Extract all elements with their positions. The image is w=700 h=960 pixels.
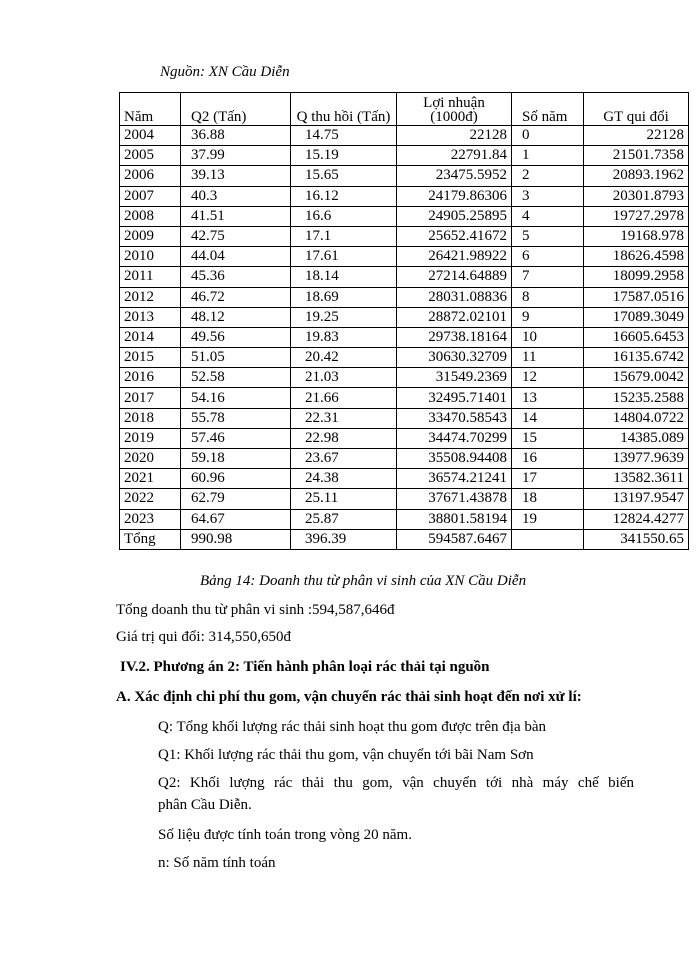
table-row: [120, 226, 689, 246]
cell-q2: 39.13: [181, 166, 291, 186]
cell-profit: 26421.98922: [397, 247, 512, 267]
cell-years-count: 4: [512, 206, 584, 226]
cell-profit: 31549.2369: [397, 368, 512, 388]
total-cell-q-recovered: 396.39: [291, 529, 397, 549]
definition-q1: Q1: Khối lượng rác thải thu gom, vận chuyển tới bãi Nam Sơn: [158, 747, 534, 763]
table-row: [120, 146, 689, 166]
cell-q-recovered: 21.66: [291, 388, 397, 408]
cell-profit: 25652.41672: [397, 226, 512, 246]
cell-years-count: 0: [512, 126, 584, 146]
cell-profit: 23475.5952: [397, 166, 512, 186]
cell-q-recovered: 21.03: [291, 368, 397, 388]
cell-q-recovered: 18.14: [291, 267, 397, 287]
cell-q2: 51.05: [181, 348, 291, 368]
cell-q2: 48.12: [181, 307, 291, 327]
calculation-period: Số liệu được tính toán trong vòng 20 năm.: [158, 827, 412, 843]
cell-q2: 60.96: [181, 469, 291, 489]
source-note: Nguồn: XN Cầu Diễn: [160, 64, 290, 80]
table-total-row: [120, 529, 689, 549]
cell-converted-value: 15679.0042: [584, 368, 689, 388]
definition-q: Q: Tổng khối lượng rác thải sinh hoạt thu gom được trên địa bàn: [158, 719, 547, 735]
cell-q-recovered: 15.65: [291, 166, 397, 186]
cell-converted-value: 12824.4277: [584, 509, 689, 529]
cell-converted-value: 19168.978: [584, 226, 689, 246]
cell-q-recovered: 20.42: [291, 348, 397, 368]
table-row: [120, 327, 689, 347]
cell-years-count: 5: [512, 226, 584, 246]
cell-years-count: 2: [512, 166, 584, 186]
cell-q2: 46.72: [181, 287, 291, 307]
cell-years-count: 17: [512, 469, 584, 489]
cell-converted-value: 17089.3049: [584, 307, 689, 327]
cell-q2: 62.79: [181, 489, 291, 509]
cell-profit: 29738.18164: [397, 327, 512, 347]
cell-year: 2008: [120, 206, 181, 226]
total-cell-converted-value: 341550.65: [584, 529, 689, 549]
cell-years-count: 15: [512, 428, 584, 448]
cell-profit: 36574.21241: [397, 469, 512, 489]
table-row: [120, 126, 689, 146]
cell-year: 2014: [120, 327, 181, 347]
cell-q-recovered: 23.67: [291, 449, 397, 469]
cell-q2: 59.18: [181, 449, 291, 469]
table-row: [120, 368, 689, 388]
table-row: [120, 489, 689, 509]
cell-converted-value: 14804.0722: [584, 408, 689, 428]
cell-converted-value: 16605.6453: [584, 327, 689, 347]
cell-years-count: 1: [512, 146, 584, 166]
cell-profit: 24179.86306: [397, 186, 512, 206]
cell-profit: 28872.02101: [397, 307, 512, 327]
table-row: [120, 388, 689, 408]
definition-n: n: Số năm tính toán: [158, 855, 276, 871]
cell-years-count: 14: [512, 408, 584, 428]
table-caption: Bảng 14: Doanh thu từ phân vi sinh của XN Cầu Diễn: [200, 573, 527, 589]
cell-q2: 37.99: [181, 146, 291, 166]
cell-year: 2009: [120, 226, 181, 246]
cell-q-recovered: 19.83: [291, 327, 397, 347]
cell-q2: 55.78: [181, 408, 291, 428]
definition-q2: Q2: Khối lượng rác thải thu gom, vận chuyển tới nhà máy chế biến: [158, 775, 634, 791]
cell-q2: 42.75: [181, 226, 291, 246]
cell-profit: 37671.43878: [397, 489, 512, 509]
cell-converted-value: 17587.0516: [584, 287, 689, 307]
cell-converted-value: 18099.2958: [584, 267, 689, 287]
table-row: [120, 206, 689, 226]
cell-converted-value: 14385.089: [584, 428, 689, 448]
cell-year: 2017: [120, 388, 181, 408]
header-profit: Lợi nhuận (1000đ): [397, 93, 512, 126]
cell-q2: 57.46: [181, 428, 291, 448]
cell-profit: 34474.70299: [397, 428, 512, 448]
table-row: [120, 287, 689, 307]
cell-q-recovered: 25.87: [291, 509, 397, 529]
header-q2: Q2 (Tấn): [181, 93, 291, 126]
cell-q-recovered: 22.98: [291, 428, 397, 448]
cell-year: 2021: [120, 469, 181, 489]
cell-year: 2013: [120, 307, 181, 327]
total-cell-year: Tổng: [120, 529, 181, 549]
cell-q-recovered: 25.11: [291, 489, 397, 509]
cell-q-recovered: 22.31: [291, 408, 397, 428]
cell-profit: 35508.94408: [397, 449, 512, 469]
cell-q-recovered: 15.19: [291, 146, 397, 166]
cell-q2: 54.16: [181, 388, 291, 408]
cell-years-count: 3: [512, 186, 584, 206]
converted-value-line: Giá trị qui đổi: 314,550,650đ: [116, 629, 291, 645]
total-cell-years-count: [512, 529, 584, 549]
table-row: [120, 247, 689, 267]
cell-q-recovered: 14.75: [291, 126, 397, 146]
cell-q-recovered: 16.12: [291, 186, 397, 206]
total-revenue-line: Tổng doanh thu từ phân vi sinh :594,587,646đ: [116, 602, 395, 618]
cell-q-recovered: 18.69: [291, 287, 397, 307]
table-row: [120, 449, 689, 469]
cell-year: 2005: [120, 146, 181, 166]
cell-year: 2023: [120, 509, 181, 529]
cell-converted-value: 16135.6742: [584, 348, 689, 368]
cell-q-recovered: 24.38: [291, 469, 397, 489]
cell-q-recovered: 16.6: [291, 206, 397, 226]
cell-profit: 38801.58194: [397, 509, 512, 529]
cell-years-count: 11: [512, 348, 584, 368]
subsection-heading: A. Xác định chi phí thu gom, vận chuyển rác thải sinh hoạt đến nơi xử lí:: [116, 689, 582, 705]
cell-q2: 41.51: [181, 206, 291, 226]
cell-profit: 30630.32709: [397, 348, 512, 368]
cell-year: 2010: [120, 247, 181, 267]
cell-converted-value: 20301.8793: [584, 186, 689, 206]
cell-profit: 32495.71401: [397, 388, 512, 408]
cell-year: 2012: [120, 287, 181, 307]
cell-converted-value: 15235.2588: [584, 388, 689, 408]
cell-converted-value: 22128: [584, 126, 689, 146]
definition-q2-continued: phân Cầu Diễn.: [158, 797, 252, 813]
cell-profit: 22791.84: [397, 146, 512, 166]
cell-converted-value: 13197.9547: [584, 489, 689, 509]
cell-year: 2007: [120, 186, 181, 206]
table-row: [120, 166, 689, 186]
cell-years-count: 18: [512, 489, 584, 509]
table-row: [120, 509, 689, 529]
cell-q-recovered: 17.1: [291, 226, 397, 246]
cell-year: 2004: [120, 126, 181, 146]
cell-year: 2020: [120, 449, 181, 469]
total-cell-q2: 990.98: [181, 529, 291, 549]
revenue-table: [119, 92, 689, 550]
table-row: [120, 469, 689, 489]
table-row: [120, 428, 689, 448]
cell-profit: 33470.58543: [397, 408, 512, 428]
cell-years-count: 16: [512, 449, 584, 469]
cell-q-recovered: 19.25: [291, 307, 397, 327]
header-years-count: Số năm: [512, 93, 584, 126]
cell-converted-value: 20893.1962: [584, 166, 689, 186]
cell-converted-value: 13977.9639: [584, 449, 689, 469]
cell-years-count: 19: [512, 509, 584, 529]
cell-profit: 22128: [397, 126, 512, 146]
table-row: [120, 408, 689, 428]
cell-q2: 45.36: [181, 267, 291, 287]
total-cell-profit: 594587.6467: [397, 529, 512, 549]
cell-years-count: 10: [512, 327, 584, 347]
cell-q2: 36.88: [181, 126, 291, 146]
cell-converted-value: 13582.3611: [584, 469, 689, 489]
header-converted-value: GT qui đổi: [584, 93, 689, 126]
cell-q2: 44.04: [181, 247, 291, 267]
cell-years-count: 8: [512, 287, 584, 307]
cell-years-count: 12: [512, 368, 584, 388]
table-row: [120, 186, 689, 206]
cell-converted-value: 18626.4598: [584, 247, 689, 267]
cell-profit: 24905.25895: [397, 206, 512, 226]
table-header-row: [120, 93, 689, 126]
cell-years-count: 13: [512, 388, 584, 408]
header-q-recovered: Q thu hồi (Tấn): [291, 93, 397, 126]
cell-q2: 40.3: [181, 186, 291, 206]
cell-year: 2022: [120, 489, 181, 509]
table-row: [120, 307, 689, 327]
table-row: [120, 348, 689, 368]
cell-profit: 27214.64889: [397, 267, 512, 287]
cell-year: 2016: [120, 368, 181, 388]
cell-converted-value: 21501.7358: [584, 146, 689, 166]
header-year: Năm: [120, 93, 181, 126]
cell-year: 2018: [120, 408, 181, 428]
cell-years-count: 9: [512, 307, 584, 327]
cell-years-count: 6: [512, 247, 584, 267]
cell-year: 2015: [120, 348, 181, 368]
section-heading: IV.2. Phương án 2: Tiến hành phân loại rác thải tại nguồn: [120, 659, 490, 675]
cell-profit: 28031.08836: [397, 287, 512, 307]
cell-converted-value: 19727.2978: [584, 206, 689, 226]
cell-years-count: 7: [512, 267, 584, 287]
cell-q2: 49.56: [181, 327, 291, 347]
cell-year: 2019: [120, 428, 181, 448]
table-row: [120, 267, 689, 287]
cell-year: 2006: [120, 166, 181, 186]
cell-q-recovered: 17.61: [291, 247, 397, 267]
cell-year: 2011: [120, 267, 181, 287]
cell-q2: 52.58: [181, 368, 291, 388]
cell-q2: 64.67: [181, 509, 291, 529]
